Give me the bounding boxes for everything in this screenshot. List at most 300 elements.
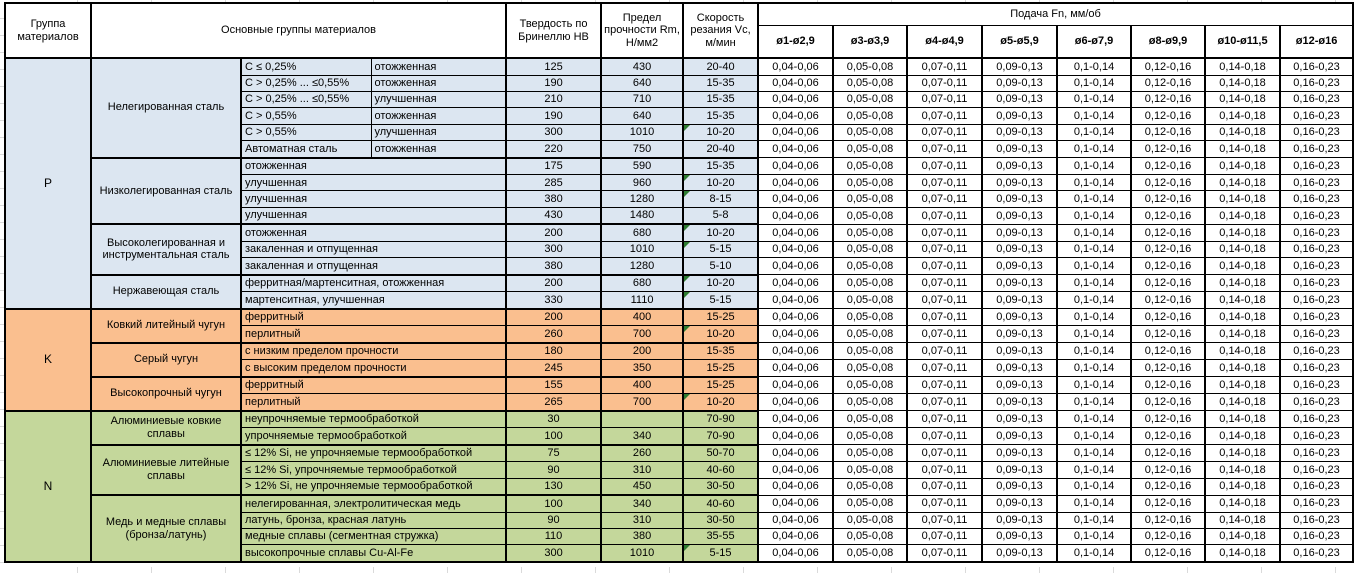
material-subtype[interactable]: закаленная и отпущенная	[241, 241, 506, 257]
feed-value[interactable]: 0,14-0,18	[1205, 495, 1280, 512]
strength-value[interactable]: 400	[601, 377, 683, 394]
feed-value[interactable]: 0,04-0,06	[758, 224, 833, 241]
feed-value[interactable]: 0,09-0,13	[982, 275, 1057, 292]
feed-value[interactable]: 0,1-0,14	[1057, 360, 1131, 377]
feed-value[interactable]: 0,04-0,06	[758, 478, 833, 495]
strength-value[interactable]: 340	[601, 428, 683, 445]
feed-value[interactable]: 0,09-0,13	[982, 108, 1057, 124]
feed-value[interactable]: 0,1-0,14	[1057, 445, 1131, 462]
feed-value[interactable]: 0,05-0,08	[833, 241, 907, 257]
feed-value[interactable]: 0,04-0,06	[758, 445, 833, 462]
feed-value[interactable]: 0,09-0,13	[982, 175, 1057, 191]
feed-value[interactable]: 0,05-0,08	[833, 141, 907, 158]
material-group-letter[interactable]: K	[5, 309, 91, 411]
material-subtype[interactable]: мартенситная, улучшенная	[241, 292, 506, 309]
feed-value[interactable]: 0,04-0,06	[758, 309, 833, 326]
hardness-value[interactable]: 190	[506, 108, 601, 124]
hardness-value[interactable]: 220	[506, 141, 601, 158]
hardness-value[interactable]: 260	[506, 326, 601, 343]
hardness-value[interactable]: 100	[506, 428, 601, 445]
feed-value[interactable]: 0,04-0,06	[758, 124, 833, 140]
feed-value[interactable]: 0,04-0,06	[758, 191, 833, 207]
feed-value[interactable]: 0,09-0,13	[982, 124, 1057, 140]
feed-value[interactable]: 0,14-0,18	[1205, 141, 1280, 158]
feed-value[interactable]: 0,12-0,16	[1131, 309, 1205, 326]
cutting-speed-value[interactable]: 10-20	[683, 394, 758, 411]
feed-value[interactable]: 0,07-0,11	[907, 141, 982, 158]
feed-value[interactable]: 0,07-0,11	[907, 512, 982, 528]
strength-value[interactable]: 680	[601, 275, 683, 292]
feed-value[interactable]: 0,14-0,18	[1205, 158, 1280, 175]
feed-value[interactable]: 0,07-0,11	[907, 224, 982, 241]
feed-value[interactable]: 0,14-0,18	[1205, 478, 1280, 495]
feed-value[interactable]: 0,14-0,18	[1205, 75, 1280, 91]
cutting-speed-value[interactable]: 35-55	[683, 528, 758, 544]
feed-value[interactable]: 0,14-0,18	[1205, 394, 1280, 411]
feed-value[interactable]: 0,09-0,13	[982, 411, 1057, 428]
hardness-value[interactable]: 200	[506, 275, 601, 292]
feed-value[interactable]: 0,04-0,06	[758, 394, 833, 411]
feed-value[interactable]: 0,14-0,18	[1205, 377, 1280, 394]
strength-value[interactable]: 310	[601, 512, 683, 528]
feed-value[interactable]: 0,1-0,14	[1057, 462, 1131, 478]
feed-value[interactable]: 0,1-0,14	[1057, 545, 1131, 562]
feed-value[interactable]: 0,05-0,08	[833, 377, 907, 394]
header-hardness[interactable]: Твердость по Бринеллю HB	[506, 3, 601, 58]
feed-value[interactable]: 0,05-0,08	[833, 75, 907, 91]
feed-value[interactable]: 0,05-0,08	[833, 528, 907, 544]
feed-value[interactable]: 0,09-0,13	[982, 58, 1057, 75]
strength-value[interactable]: 710	[601, 91, 683, 107]
feed-value[interactable]: 0,14-0,18	[1205, 411, 1280, 428]
cutting-speed-value[interactable]: 10-20	[683, 224, 758, 241]
cutting-speed-value[interactable]: 15-35	[683, 75, 758, 91]
feed-value[interactable]: 0,05-0,08	[833, 462, 907, 478]
cutting-speed-value[interactable]: 10-20	[683, 275, 758, 292]
cutting-speed-value[interactable]: 5-8	[683, 207, 758, 224]
feed-value[interactable]: 0,07-0,11	[907, 478, 982, 495]
feed-value[interactable]: 0,16-0,23	[1280, 258, 1353, 275]
feed-value[interactable]: 0,05-0,08	[833, 108, 907, 124]
feed-value[interactable]: 0,05-0,08	[833, 326, 907, 343]
material-subtype[interactable]: упрочняемые термообработкой	[241, 428, 506, 445]
feed-value[interactable]: 0,16-0,23	[1280, 241, 1353, 257]
cutting-speed-value[interactable]: 10-20	[683, 124, 758, 140]
hardness-value[interactable]: 210	[506, 91, 601, 107]
material-subtype[interactable]: высокопрочные сплавы Cu-Al-Fe	[241, 545, 506, 562]
cutting-speed-value[interactable]: 5-15	[683, 292, 758, 309]
material-condition[interactable]: улучшенная	[371, 124, 506, 140]
feed-value[interactable]: 0,07-0,11	[907, 528, 982, 544]
feed-value[interactable]: 0,14-0,18	[1205, 241, 1280, 257]
header-strength[interactable]: Предел прочности Rm, Н/мм2	[601, 3, 683, 58]
strength-value[interactable]: 380	[601, 528, 683, 544]
feed-value[interactable]: 0,05-0,08	[833, 545, 907, 562]
feed-value[interactable]: 0,1-0,14	[1057, 528, 1131, 544]
material-subtype[interactable]: перлитный	[241, 326, 506, 343]
feed-value[interactable]: 0,09-0,13	[982, 528, 1057, 544]
feed-value[interactable]: 0,16-0,23	[1280, 326, 1353, 343]
feed-value[interactable]: 0,04-0,06	[758, 292, 833, 309]
feed-value[interactable]: 0,16-0,23	[1280, 411, 1353, 428]
feed-value[interactable]: 0,14-0,18	[1205, 326, 1280, 343]
feed-value[interactable]: 0,14-0,18	[1205, 258, 1280, 275]
hardness-value[interactable]: 200	[506, 224, 601, 241]
material-subtype[interactable]: C ≤ 0,25%	[241, 58, 371, 75]
cutting-speed-value[interactable]: 20-40	[683, 141, 758, 158]
header-main-groups[interactable]: Основные группы материалов	[91, 3, 506, 58]
material-group-name[interactable]: Высоколегированная и инструментальная сталь	[91, 224, 241, 274]
feed-value[interactable]: 0,14-0,18	[1205, 108, 1280, 124]
feed-value[interactable]: 0,12-0,16	[1131, 75, 1205, 91]
material-subtype[interactable]: улучшенная	[241, 191, 506, 207]
strength-value[interactable]: 590	[601, 158, 683, 175]
feed-value[interactable]: 0,09-0,13	[982, 258, 1057, 275]
feed-value[interactable]: 0,16-0,23	[1280, 512, 1353, 528]
feed-value[interactable]: 0,14-0,18	[1205, 445, 1280, 462]
feed-value[interactable]: 0,14-0,18	[1205, 545, 1280, 562]
cutting-speed-value[interactable]: 8-15	[683, 191, 758, 207]
feed-value[interactable]: 0,12-0,16	[1131, 292, 1205, 309]
material-condition[interactable]: отожженная	[371, 108, 506, 124]
feed-value[interactable]: 0,07-0,11	[907, 258, 982, 275]
feed-value[interactable]: 0,09-0,13	[982, 343, 1057, 360]
feed-value[interactable]: 0,12-0,16	[1131, 224, 1205, 241]
strength-value[interactable]: 1110	[601, 292, 683, 309]
feed-value[interactable]: 0,16-0,23	[1280, 191, 1353, 207]
feed-value[interactable]: 0,09-0,13	[982, 462, 1057, 478]
feed-value[interactable]: 0,05-0,08	[833, 309, 907, 326]
hardness-value[interactable]: 175	[506, 158, 601, 175]
material-group-name[interactable]: Медь и медные сплавы (бронза/латунь)	[91, 495, 241, 562]
feed-value[interactable]: 0,05-0,08	[833, 224, 907, 241]
feed-value[interactable]: 0,07-0,11	[907, 158, 982, 175]
cutting-speed-value[interactable]: 15-35	[683, 108, 758, 124]
feed-value[interactable]: 0,04-0,06	[758, 343, 833, 360]
feed-value[interactable]: 0,12-0,16	[1131, 175, 1205, 191]
feed-value[interactable]: 0,16-0,23	[1280, 343, 1353, 360]
feed-value[interactable]: 0,05-0,08	[833, 258, 907, 275]
feed-value[interactable]: 0,14-0,18	[1205, 191, 1280, 207]
feed-value[interactable]: 0,14-0,18	[1205, 58, 1280, 75]
feed-value[interactable]: 0,07-0,11	[907, 58, 982, 75]
feed-value[interactable]: 0,05-0,08	[833, 512, 907, 528]
feed-value[interactable]: 0,07-0,11	[907, 191, 982, 207]
feed-value[interactable]: 0,09-0,13	[982, 141, 1057, 158]
feed-value[interactable]: 0,09-0,13	[982, 292, 1057, 309]
feed-value[interactable]: 0,09-0,13	[982, 191, 1057, 207]
feed-value[interactable]: 0,12-0,16	[1131, 394, 1205, 411]
feed-value[interactable]: 0,1-0,14	[1057, 394, 1131, 411]
feed-value[interactable]: 0,05-0,08	[833, 207, 907, 224]
feed-value[interactable]: 0,16-0,23	[1280, 224, 1353, 241]
feed-value[interactable]: 0,12-0,16	[1131, 58, 1205, 75]
cutting-speed-value[interactable]: 15-25	[683, 309, 758, 326]
material-group-letter[interactable]: P	[5, 58, 91, 309]
feed-value[interactable]: 0,07-0,11	[907, 377, 982, 394]
feed-value[interactable]: 0,04-0,06	[758, 377, 833, 394]
cutting-speed-value[interactable]: 70-90	[683, 411, 758, 428]
hardness-value[interactable]: 90	[506, 512, 601, 528]
feed-value[interactable]: 0,09-0,13	[982, 512, 1057, 528]
strength-value[interactable]: 1280	[601, 258, 683, 275]
feed-value[interactable]: 0,07-0,11	[907, 545, 982, 562]
feed-value[interactable]: 0,05-0,08	[833, 292, 907, 309]
material-subtype[interactable]: C > 0,55%	[241, 108, 371, 124]
material-subtype[interactable]: нелегированная, электролитическая медь	[241, 495, 506, 512]
feed-value[interactable]: 0,04-0,06	[758, 241, 833, 257]
material-subtype[interactable]: ферритный	[241, 377, 506, 394]
feed-value[interactable]: 0,12-0,16	[1131, 528, 1205, 544]
feed-value[interactable]: 0,07-0,11	[907, 175, 982, 191]
material-group-name[interactable]: Алюминиевые ковкие сплавы	[91, 411, 241, 445]
hardness-value[interactable]: 125	[506, 58, 601, 75]
feed-value[interactable]: 0,1-0,14	[1057, 326, 1131, 343]
feed-diameter-header[interactable]: ø8-ø9,9	[1131, 25, 1205, 58]
feed-value[interactable]: 0,16-0,23	[1280, 58, 1353, 75]
hardness-value[interactable]: 330	[506, 292, 601, 309]
material-subtype[interactable]: ≤ 12% Si, упрочняемые термообработкой	[241, 462, 506, 478]
feed-value[interactable]: 0,09-0,13	[982, 75, 1057, 91]
header-feed-group[interactable]: Подача Fn, мм/об	[758, 3, 1353, 25]
hardness-value[interactable]: 75	[506, 445, 601, 462]
feed-value[interactable]: 0,07-0,11	[907, 445, 982, 462]
feed-value[interactable]: 0,1-0,14	[1057, 377, 1131, 394]
feed-value[interactable]: 0,05-0,08	[833, 445, 907, 462]
feed-value[interactable]: 0,16-0,23	[1280, 462, 1353, 478]
feed-value[interactable]: 0,05-0,08	[833, 428, 907, 445]
feed-value[interactable]: 0,04-0,06	[758, 158, 833, 175]
hardness-value[interactable]: 110	[506, 528, 601, 544]
feed-diameter-header[interactable]: ø6-ø7,9	[1057, 25, 1131, 58]
feed-value[interactable]: 0,1-0,14	[1057, 108, 1131, 124]
hardness-value[interactable]: 100	[506, 495, 601, 512]
cutting-speed-value[interactable]: 40-60	[683, 495, 758, 512]
feed-value[interactable]: 0,1-0,14	[1057, 207, 1131, 224]
feed-value[interactable]: 0,04-0,06	[758, 207, 833, 224]
feed-value[interactable]: 0,12-0,16	[1131, 411, 1205, 428]
hardness-value[interactable]: 130	[506, 478, 601, 495]
feed-value[interactable]: 0,16-0,23	[1280, 445, 1353, 462]
strength-value[interactable]: 680	[601, 224, 683, 241]
feed-value[interactable]: 0,1-0,14	[1057, 411, 1131, 428]
strength-value[interactable]: 1010	[601, 241, 683, 257]
feed-value[interactable]: 0,05-0,08	[833, 478, 907, 495]
material-condition[interactable]: отожженная	[371, 58, 506, 75]
feed-value[interactable]: 0,16-0,23	[1280, 478, 1353, 495]
feed-value[interactable]: 0,12-0,16	[1131, 428, 1205, 445]
cutting-speed-value[interactable]: 30-50	[683, 478, 758, 495]
feed-value[interactable]: 0,09-0,13	[982, 478, 1057, 495]
feed-value[interactable]: 0,12-0,16	[1131, 545, 1205, 562]
feed-value[interactable]: 0,1-0,14	[1057, 495, 1131, 512]
cutting-speed-value[interactable]: 5-10	[683, 258, 758, 275]
material-group-name[interactable]: Алюминиевые литейные сплавы	[91, 445, 241, 495]
feed-value[interactable]: 0,12-0,16	[1131, 343, 1205, 360]
material-group-name[interactable]: Серый чугун	[91, 343, 241, 377]
material-subtype[interactable]: медные сплавы (сегментная стружка)	[241, 528, 506, 544]
feed-value[interactable]: 0,07-0,11	[907, 495, 982, 512]
strength-value[interactable]: 400	[601, 309, 683, 326]
feed-value[interactable]: 0,12-0,16	[1131, 512, 1205, 528]
feed-value[interactable]: 0,12-0,16	[1131, 360, 1205, 377]
feed-value[interactable]: 0,12-0,16	[1131, 478, 1205, 495]
material-subtype[interactable]: C > 0,25% ... ≤0,55%	[241, 75, 371, 91]
cutting-speed-value[interactable]: 15-25	[683, 377, 758, 394]
feed-diameter-header[interactable]: ø1-ø2,9	[758, 25, 833, 58]
feed-value[interactable]: 0,05-0,08	[833, 495, 907, 512]
cutting-speed-value[interactable]: 15-35	[683, 91, 758, 107]
feed-value[interactable]: 0,09-0,13	[982, 158, 1057, 175]
feed-value[interactable]: 0,07-0,11	[907, 292, 982, 309]
feed-value[interactable]: 0,12-0,16	[1131, 377, 1205, 394]
hardness-value[interactable]: 380	[506, 258, 601, 275]
material-group-name[interactable]: Ковкий литейный чугун	[91, 309, 241, 343]
feed-value[interactable]: 0,12-0,16	[1131, 141, 1205, 158]
material-group-name[interactable]: Низколегированная сталь	[91, 158, 241, 225]
feed-value[interactable]: 0,1-0,14	[1057, 224, 1131, 241]
strength-value[interactable]: 310	[601, 462, 683, 478]
strength-value[interactable]	[601, 411, 683, 428]
feed-diameter-header[interactable]: ø4-ø4,9	[907, 25, 982, 58]
feed-value[interactable]: 0,07-0,11	[907, 411, 982, 428]
feed-value[interactable]: 0,04-0,06	[758, 75, 833, 91]
feed-value[interactable]: 0,12-0,16	[1131, 445, 1205, 462]
feed-value[interactable]: 0,04-0,06	[758, 326, 833, 343]
feed-value[interactable]: 0,07-0,11	[907, 207, 982, 224]
strength-value[interactable]: 1010	[601, 545, 683, 562]
cutting-speed-value[interactable]: 5-15	[683, 241, 758, 257]
feed-value[interactable]: 0,09-0,13	[982, 394, 1057, 411]
feed-value[interactable]: 0,16-0,23	[1280, 207, 1353, 224]
feed-value[interactable]: 0,1-0,14	[1057, 175, 1131, 191]
feed-value[interactable]: 0,12-0,16	[1131, 275, 1205, 292]
strength-value[interactable]: 640	[601, 75, 683, 91]
cutting-speed-value[interactable]: 40-60	[683, 462, 758, 478]
strength-value[interactable]: 200	[601, 343, 683, 360]
feed-value[interactable]: 0,04-0,06	[758, 91, 833, 107]
feed-value[interactable]: 0,05-0,08	[833, 158, 907, 175]
feed-value[interactable]: 0,09-0,13	[982, 360, 1057, 377]
feed-value[interactable]: 0,07-0,11	[907, 360, 982, 377]
feed-value[interactable]: 0,1-0,14	[1057, 141, 1131, 158]
hardness-value[interactable]: 265	[506, 394, 601, 411]
material-subtype[interactable]: ферритный	[241, 309, 506, 326]
hardness-value[interactable]: 380	[506, 191, 601, 207]
material-subtype[interactable]: с низким пределом прочности	[241, 343, 506, 360]
feed-value[interactable]: 0,12-0,16	[1131, 108, 1205, 124]
feed-value[interactable]: 0,07-0,11	[907, 275, 982, 292]
feed-value[interactable]: 0,1-0,14	[1057, 241, 1131, 257]
feed-value[interactable]: 0,14-0,18	[1205, 309, 1280, 326]
feed-value[interactable]: 0,12-0,16	[1131, 258, 1205, 275]
material-subtype[interactable]: C > 0,55%	[241, 124, 371, 140]
feed-value[interactable]: 0,14-0,18	[1205, 292, 1280, 309]
feed-value[interactable]: 0,14-0,18	[1205, 175, 1280, 191]
feed-value[interactable]: 0,12-0,16	[1131, 241, 1205, 257]
cutting-speed-value[interactable]: 50-70	[683, 445, 758, 462]
hardness-value[interactable]: 245	[506, 360, 601, 377]
feed-value[interactable]: 0,1-0,14	[1057, 343, 1131, 360]
hardness-value[interactable]: 180	[506, 343, 601, 360]
feed-value[interactable]: 0,09-0,13	[982, 309, 1057, 326]
feed-value[interactable]: 0,07-0,11	[907, 108, 982, 124]
feed-value[interactable]: 0,1-0,14	[1057, 124, 1131, 140]
feed-value[interactable]: 0,04-0,06	[758, 175, 833, 191]
feed-value[interactable]: 0,14-0,18	[1205, 462, 1280, 478]
strength-value[interactable]: 640	[601, 108, 683, 124]
hardness-value[interactable]: 300	[506, 124, 601, 140]
feed-value[interactable]: 0,09-0,13	[982, 207, 1057, 224]
feed-value[interactable]: 0,07-0,11	[907, 343, 982, 360]
feed-value[interactable]: 0,14-0,18	[1205, 124, 1280, 140]
feed-value[interactable]: 0,07-0,11	[907, 91, 982, 107]
feed-value[interactable]: 0,05-0,08	[833, 191, 907, 207]
hardness-value[interactable]: 90	[506, 462, 601, 478]
header-speed[interactable]: Скорость резания Vc, м/мин	[683, 3, 758, 58]
material-condition[interactable]: улучшенная	[371, 91, 506, 107]
feed-value[interactable]: 0,04-0,06	[758, 428, 833, 445]
feed-value[interactable]: 0,12-0,16	[1131, 158, 1205, 175]
feed-value[interactable]: 0,07-0,11	[907, 428, 982, 445]
cutting-speed-value[interactable]: 70-90	[683, 428, 758, 445]
feed-value[interactable]: 0,04-0,06	[758, 360, 833, 377]
feed-value[interactable]: 0,07-0,11	[907, 462, 982, 478]
feed-value[interactable]: 0,14-0,18	[1205, 360, 1280, 377]
cutting-speed-value[interactable]: 20-40	[683, 58, 758, 75]
feed-value[interactable]: 0,05-0,08	[833, 275, 907, 292]
feed-value[interactable]: 0,14-0,18	[1205, 207, 1280, 224]
hardness-value[interactable]: 285	[506, 175, 601, 191]
feed-value[interactable]: 0,12-0,16	[1131, 207, 1205, 224]
strength-value[interactable]: 450	[601, 478, 683, 495]
hardness-value[interactable]: 300	[506, 241, 601, 257]
feed-value[interactable]: 0,09-0,13	[982, 495, 1057, 512]
feed-value[interactable]: 0,1-0,14	[1057, 292, 1131, 309]
feed-value[interactable]: 0,04-0,06	[758, 275, 833, 292]
material-group-name[interactable]: Нержавеющая сталь	[91, 275, 241, 309]
cutting-speed-value[interactable]: 10-20	[683, 175, 758, 191]
material-group-letter[interactable]: N	[5, 411, 91, 562]
feed-value[interactable]: 0,1-0,14	[1057, 512, 1131, 528]
feed-value[interactable]: 0,16-0,23	[1280, 175, 1353, 191]
feed-value[interactable]: 0,1-0,14	[1057, 191, 1131, 207]
feed-value[interactable]: 0,04-0,06	[758, 258, 833, 275]
hardness-value[interactable]: 430	[506, 207, 601, 224]
feed-value[interactable]: 0,12-0,16	[1131, 191, 1205, 207]
feed-value[interactable]: 0,16-0,23	[1280, 528, 1353, 544]
feed-value[interactable]: 0,12-0,16	[1131, 462, 1205, 478]
feed-value[interactable]: 0,16-0,23	[1280, 495, 1353, 512]
feed-value[interactable]: 0,04-0,06	[758, 528, 833, 544]
feed-value[interactable]: 0,05-0,08	[833, 58, 907, 75]
cutting-speed-value[interactable]: 5-15	[683, 545, 758, 562]
feed-value[interactable]: 0,05-0,08	[833, 124, 907, 140]
material-subtype[interactable]: ферритная/мартенситная, отожженная	[241, 275, 506, 292]
strength-value[interactable]: 1010	[601, 124, 683, 140]
feed-value[interactable]: 0,09-0,13	[982, 545, 1057, 562]
feed-value[interactable]: 0,14-0,18	[1205, 512, 1280, 528]
feed-value[interactable]: 0,09-0,13	[982, 241, 1057, 257]
feed-value[interactable]: 0,04-0,06	[758, 58, 833, 75]
header-material-group[interactable]: Группа материалов	[5, 3, 91, 58]
feed-diameter-header[interactable]: ø3-ø3,9	[833, 25, 907, 58]
material-subtype[interactable]: неупрочняемые термообработкой	[241, 411, 506, 428]
strength-value[interactable]: 430	[601, 58, 683, 75]
strength-value[interactable]: 700	[601, 326, 683, 343]
feed-value[interactable]: 0,04-0,06	[758, 141, 833, 158]
material-subtype[interactable]: закаленная и отпущенная	[241, 258, 506, 275]
